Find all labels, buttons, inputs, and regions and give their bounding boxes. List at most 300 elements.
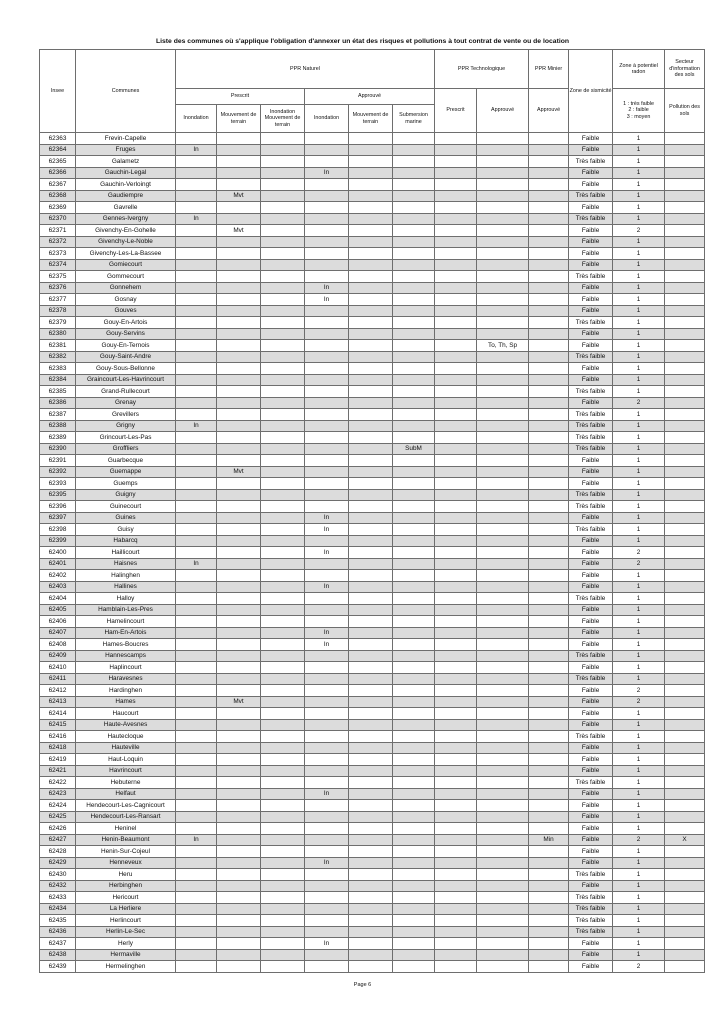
cell-pm: [529, 788, 569, 800]
cell-pn-mvt: [217, 489, 261, 501]
cell-pt-pres: [435, 685, 477, 697]
cell-insee: 62375: [40, 271, 76, 283]
cell-pn-inond: [176, 156, 217, 168]
cell-pt-pres: [435, 892, 477, 904]
cell-pm: [529, 363, 569, 375]
cell-pa-sub: [393, 938, 435, 950]
radon-legend: 1 : très faible 2 : faible 3 : moyen: [613, 89, 665, 133]
cell-pa-mvt: [349, 926, 393, 938]
cell-radon: 1: [613, 811, 665, 823]
cell-pt-appr: [477, 949, 529, 961]
cell-sism: Faible: [569, 754, 613, 766]
cell-pm: [529, 903, 569, 915]
cell-pa-sub: [393, 501, 435, 513]
cell-pol: [665, 374, 705, 386]
cell-pa-sub: [393, 903, 435, 915]
cell-pn-inond: [176, 915, 217, 927]
header-pollution: Pollution des sols: [665, 89, 705, 133]
cell-pn-im: [261, 788, 305, 800]
header-minier-approuve: Approuvé: [529, 89, 569, 133]
cell-pm: [529, 455, 569, 467]
cell-pa-sub: [393, 294, 435, 306]
cell-pt-pres: [435, 225, 477, 237]
cell-commune: Guigny: [76, 489, 176, 501]
cell-pa-mvt: [349, 903, 393, 915]
cell-sism: Très faible: [569, 432, 613, 444]
cell-radon: 1: [613, 512, 665, 524]
cell-commune: Gouy-En-Ternois: [76, 340, 176, 352]
cell-pt-pres: [435, 294, 477, 306]
cell-pt-pres: [435, 719, 477, 731]
page-number: Page 6: [353, 982, 372, 988]
cell-pt-pres: [435, 259, 477, 271]
cell-pa-mvt: [349, 777, 393, 789]
cell-pa-mvt: [349, 167, 393, 179]
cell-pa-sub: [393, 282, 435, 294]
cell-pn-im: [261, 328, 305, 340]
cell-pn-im: [261, 547, 305, 559]
cell-insee: 62380: [40, 328, 76, 340]
cell-radon: 1: [613, 167, 665, 179]
cell-pm: [529, 512, 569, 524]
cell-pn-im: [261, 800, 305, 812]
cell-pt-appr: [477, 420, 529, 432]
cell-pm: [529, 282, 569, 294]
cell-insee: 62397: [40, 512, 76, 524]
cell-pn-im: [261, 685, 305, 697]
cell-pa-inond: [305, 869, 349, 881]
cell-pa-mvt: [349, 340, 393, 352]
cell-insee: 62422: [40, 777, 76, 789]
cell-pa-inond: [305, 696, 349, 708]
cell-commune: Haisnes: [76, 558, 176, 570]
cell-pt-appr: [477, 328, 529, 340]
cell-pa-mvt: [349, 547, 393, 559]
cell-pt-pres: [435, 869, 477, 881]
cell-pn-im: [261, 616, 305, 628]
cell-pa-inond: In: [305, 938, 349, 950]
table-row: [40, 880, 705, 892]
cell-pn-inond: [176, 351, 217, 363]
cell-insee: 62412: [40, 685, 76, 697]
cell-sism: Faible: [569, 857, 613, 869]
cell-pn-mvt: [217, 156, 261, 168]
cell-radon: 1: [613, 938, 665, 950]
cell-pn-mvt: [217, 754, 261, 766]
cell-sism: Faible: [569, 328, 613, 340]
cell-pm: [529, 673, 569, 685]
cell-pa-sub: [393, 650, 435, 662]
cell-pn-mvt: [217, 179, 261, 191]
cell-pn-im: [261, 570, 305, 582]
cell-pol: [665, 754, 705, 766]
cell-pn-mvt: [217, 926, 261, 938]
cell-sism: Très faible: [569, 777, 613, 789]
cell-pol: X: [665, 834, 705, 846]
table-row: [40, 282, 705, 294]
cell-pa-sub: [393, 466, 435, 478]
cell-pn-inond: [176, 650, 217, 662]
cell-pm: [529, 696, 569, 708]
cell-commune: Herbinghen: [76, 880, 176, 892]
cell-pa-inond: [305, 777, 349, 789]
cell-insee: 62421: [40, 765, 76, 777]
cell-radon: 1: [613, 340, 665, 352]
cell-pn-inond: [176, 731, 217, 743]
cell-pn-inond: In: [176, 558, 217, 570]
cell-pa-sub: [393, 811, 435, 823]
cell-pt-pres: [435, 133, 477, 145]
cell-commune: La Herliere: [76, 903, 176, 915]
cell-pa-inond: In: [305, 627, 349, 639]
cell-pt-appr: [477, 294, 529, 306]
cell-pn-mvt: [217, 478, 261, 490]
cell-pt-pres: [435, 167, 477, 179]
cell-pa-inond: [305, 156, 349, 168]
table-row: [40, 420, 705, 432]
cell-sism: Faible: [569, 282, 613, 294]
cell-insee: 62424: [40, 800, 76, 812]
cell-pa-mvt: [349, 742, 393, 754]
cell-insee: 62407: [40, 627, 76, 639]
cell-commune: Hames-Boucres: [76, 639, 176, 651]
cell-pa-mvt: [349, 662, 393, 674]
table-row: [40, 213, 705, 225]
cell-pm: [529, 524, 569, 536]
header-approuve-submersion: Submersion marine: [393, 105, 435, 133]
cell-pn-im: [261, 834, 305, 846]
cell-pn-im: [261, 938, 305, 950]
cell-sism: Faible: [569, 340, 613, 352]
cell-pt-pres: [435, 949, 477, 961]
cell-pa-mvt: [349, 305, 393, 317]
cell-sism: Faible: [569, 558, 613, 570]
cell-commune: Haut-Loquin: [76, 754, 176, 766]
cell-pa-sub: [393, 742, 435, 754]
cell-pt-pres: [435, 455, 477, 467]
cell-pol: [665, 765, 705, 777]
cell-insee: 62391: [40, 455, 76, 467]
cell-pa-sub: [393, 892, 435, 904]
cell-pm: [529, 466, 569, 478]
cell-commune: Guinecourt: [76, 501, 176, 513]
cell-pm: [529, 708, 569, 720]
cell-commune: Halinghen: [76, 570, 176, 582]
cell-insee: 62414: [40, 708, 76, 720]
cell-pn-im: [261, 696, 305, 708]
cell-pt-pres: [435, 765, 477, 777]
cell-pa-inond: [305, 731, 349, 743]
cell-pa-sub: [393, 535, 435, 547]
cell-pol: [665, 190, 705, 202]
cell-pt-appr: [477, 535, 529, 547]
cell-pt-pres: [435, 535, 477, 547]
cell-pm: [529, 432, 569, 444]
cell-pn-mvt: [217, 259, 261, 271]
cell-pt-pres: [435, 639, 477, 651]
header-communes: Communes: [76, 50, 176, 133]
cell-commune: Heru: [76, 869, 176, 881]
cell-pt-appr: [477, 708, 529, 720]
table-row: [40, 604, 705, 616]
cell-pa-sub: [393, 823, 435, 835]
cell-pa-mvt: [349, 880, 393, 892]
cell-pa-inond: [305, 478, 349, 490]
cell-pn-mvt: [217, 604, 261, 616]
cell-pa-inond: In: [305, 639, 349, 651]
cell-pa-inond: In: [305, 282, 349, 294]
cell-pa-sub: [393, 869, 435, 881]
cell-pol: [665, 708, 705, 720]
cell-pm: [529, 731, 569, 743]
cell-commune: Henneveux: [76, 857, 176, 869]
cell-pt-appr: [477, 225, 529, 237]
cell-pa-inond: [305, 259, 349, 271]
cell-commune: Grevillers: [76, 409, 176, 421]
cell-pt-appr: [477, 834, 529, 846]
header-ppr-minier: PPR Minier: [529, 50, 569, 89]
cell-radon: 1: [613, 903, 665, 915]
cell-pol: [665, 328, 705, 340]
cell-pa-inond: [305, 409, 349, 421]
cell-pn-inond: [176, 328, 217, 340]
cell-pa-inond: [305, 535, 349, 547]
cell-pa-sub: [393, 420, 435, 432]
cell-pn-inond: [176, 489, 217, 501]
cell-pn-im: [261, 213, 305, 225]
cell-insee: 62415: [40, 719, 76, 731]
cell-radon: 1: [613, 374, 665, 386]
cell-pt-appr: [477, 190, 529, 202]
cell-pn-mvt: [217, 949, 261, 961]
cell-pa-inond: [305, 719, 349, 731]
cell-sism: Faible: [569, 949, 613, 961]
cell-pt-appr: [477, 248, 529, 260]
table-row: [40, 305, 705, 317]
table-row: [40, 811, 705, 823]
cell-pn-inond: [176, 190, 217, 202]
cell-radon: 2: [613, 834, 665, 846]
cell-radon: 1: [613, 880, 665, 892]
cell-pt-pres: [435, 857, 477, 869]
cell-radon: 1: [613, 179, 665, 191]
cell-pt-pres: [435, 823, 477, 835]
cell-pa-mvt: [349, 581, 393, 593]
cell-pm: [529, 190, 569, 202]
cell-pt-appr: [477, 156, 529, 168]
cell-pa-inond: [305, 190, 349, 202]
cell-radon: 1: [613, 443, 665, 455]
cell-pn-im: [261, 926, 305, 938]
table-row: [40, 294, 705, 306]
cell-pn-inond: [176, 627, 217, 639]
cell-pn-mvt: [217, 455, 261, 467]
cell-pm: [529, 179, 569, 191]
cell-pol: [665, 547, 705, 559]
table-row: [40, 742, 705, 754]
table-row: [40, 501, 705, 513]
cell-pn-mvt: [217, 167, 261, 179]
cell-pt-appr: [477, 259, 529, 271]
cell-pt-appr: [477, 846, 529, 858]
cell-pt-appr: [477, 731, 529, 743]
cell-pm: [529, 938, 569, 950]
cell-pm: [529, 915, 569, 927]
cell-pm: [529, 869, 569, 881]
cell-pt-appr: [477, 443, 529, 455]
table-row: [40, 869, 705, 881]
cell-pn-mvt: [217, 374, 261, 386]
cell-pt-appr: [477, 811, 529, 823]
header-prescrit: Prescrit: [176, 89, 305, 105]
cell-pa-sub: [393, 926, 435, 938]
cell-pa-sub: [393, 213, 435, 225]
cell-pt-appr: [477, 144, 529, 156]
cell-pa-mvt: [349, 133, 393, 145]
cell-pm: [529, 627, 569, 639]
cell-pa-sub: [393, 662, 435, 674]
cell-pa-sub: [393, 558, 435, 570]
cell-insee: 62438: [40, 949, 76, 961]
cell-pn-inond: [176, 363, 217, 375]
cell-pn-mvt: [217, 512, 261, 524]
cell-pt-appr: [477, 455, 529, 467]
cell-pm: [529, 846, 569, 858]
table-row: [40, 685, 705, 697]
cell-pol: [665, 501, 705, 513]
cell-pm: Min: [529, 834, 569, 846]
cell-pol: [665, 305, 705, 317]
table-row: [40, 374, 705, 386]
cell-pa-mvt: [349, 282, 393, 294]
cell-commune: Henin-Beaumont: [76, 834, 176, 846]
cell-pm: [529, 949, 569, 961]
cell-sism: Très faible: [569, 650, 613, 662]
cell-commune: Gavrelle: [76, 202, 176, 214]
cell-radon: 1: [613, 788, 665, 800]
cell-pn-im: [261, 846, 305, 858]
cell-insee: 62369: [40, 202, 76, 214]
cell-pn-im: [261, 673, 305, 685]
cell-pn-inond: [176, 961, 217, 973]
cell-pa-sub: [393, 949, 435, 961]
header-zone-sismicite: Zone de sismicité: [569, 50, 613, 133]
cell-pn-mvt: [217, 570, 261, 582]
cell-pa-mvt: [349, 696, 393, 708]
cell-insee: 62436: [40, 926, 76, 938]
cell-pn-im: [261, 581, 305, 593]
cell-pn-inond: [176, 512, 217, 524]
cell-pn-inond: [176, 294, 217, 306]
cell-pa-mvt: [349, 915, 393, 927]
cell-pa-mvt: [349, 179, 393, 191]
cell-pn-inond: [176, 869, 217, 881]
cell-pn-im: [261, 351, 305, 363]
cell-pn-mvt: [217, 397, 261, 409]
cell-radon: 1: [613, 581, 665, 593]
cell-pt-appr: [477, 236, 529, 248]
cell-pa-sub: [393, 167, 435, 179]
table-row: [40, 271, 705, 283]
header-techno-prescrit: Prescrit: [435, 89, 477, 133]
cell-sism: Faible: [569, 616, 613, 628]
communes-table: [39, 49, 705, 973]
cell-pol: [665, 949, 705, 961]
cell-pn-inond: [176, 397, 217, 409]
cell-insee: 62426: [40, 823, 76, 835]
cell-pn-inond: [176, 225, 217, 237]
cell-pn-inond: [176, 133, 217, 145]
cell-pn-mvt: [217, 547, 261, 559]
cell-pt-pres: [435, 282, 477, 294]
cell-pn-im: [261, 857, 305, 869]
cell-commune: Gomiecourt: [76, 259, 176, 271]
cell-pn-im: [261, 409, 305, 421]
cell-pm: [529, 581, 569, 593]
cell-pt-appr: [477, 857, 529, 869]
cell-pt-appr: [477, 662, 529, 674]
cell-sism: Faible: [569, 547, 613, 559]
cell-pol: [665, 340, 705, 352]
cell-insee: 62405: [40, 604, 76, 616]
cell-radon: 1: [613, 305, 665, 317]
cell-insee: 62376: [40, 282, 76, 294]
cell-insee: 62401: [40, 558, 76, 570]
cell-insee: 62383: [40, 363, 76, 375]
cell-pm: [529, 547, 569, 559]
cell-pol: [665, 167, 705, 179]
cell-radon: 1: [613, 777, 665, 789]
cell-pa-sub: [393, 236, 435, 248]
cell-insee: 62387: [40, 409, 76, 421]
cell-commune: Hallines: [76, 581, 176, 593]
cell-pa-mvt: [349, 719, 393, 731]
table-row: [40, 961, 705, 973]
cell-sism: Très faible: [569, 271, 613, 283]
cell-radon: 1: [613, 236, 665, 248]
cell-pt-pres: [435, 524, 477, 536]
cell-commune: Guarbecque: [76, 455, 176, 467]
cell-pn-inond: [176, 880, 217, 892]
cell-radon: 1: [613, 616, 665, 628]
cell-pa-mvt: [349, 593, 393, 605]
cell-pn-inond: [176, 823, 217, 835]
cell-sism: Faible: [569, 627, 613, 639]
cell-pm: [529, 777, 569, 789]
cell-insee: 62367: [40, 179, 76, 191]
cell-pol: [665, 627, 705, 639]
table-row: [40, 765, 705, 777]
cell-pt-appr: [477, 202, 529, 214]
cell-pa-sub: [393, 156, 435, 168]
cell-pt-pres: [435, 696, 477, 708]
cell-radon: 1: [613, 731, 665, 743]
cell-pa-inond: [305, 443, 349, 455]
cell-pm: [529, 328, 569, 340]
cell-pn-mvt: [217, 501, 261, 513]
cell-pn-im: [261, 869, 305, 881]
cell-pa-mvt: [349, 869, 393, 881]
cell-pn-im: [261, 202, 305, 214]
table-row: [40, 800, 705, 812]
cell-pn-mvt: [217, 144, 261, 156]
cell-commune: Hauteville: [76, 742, 176, 754]
cell-pn-mvt: [217, 685, 261, 697]
cell-insee: 62363: [40, 133, 76, 145]
table-row: [40, 662, 705, 674]
cell-commune: Hebuterne: [76, 777, 176, 789]
table-row: [40, 328, 705, 340]
